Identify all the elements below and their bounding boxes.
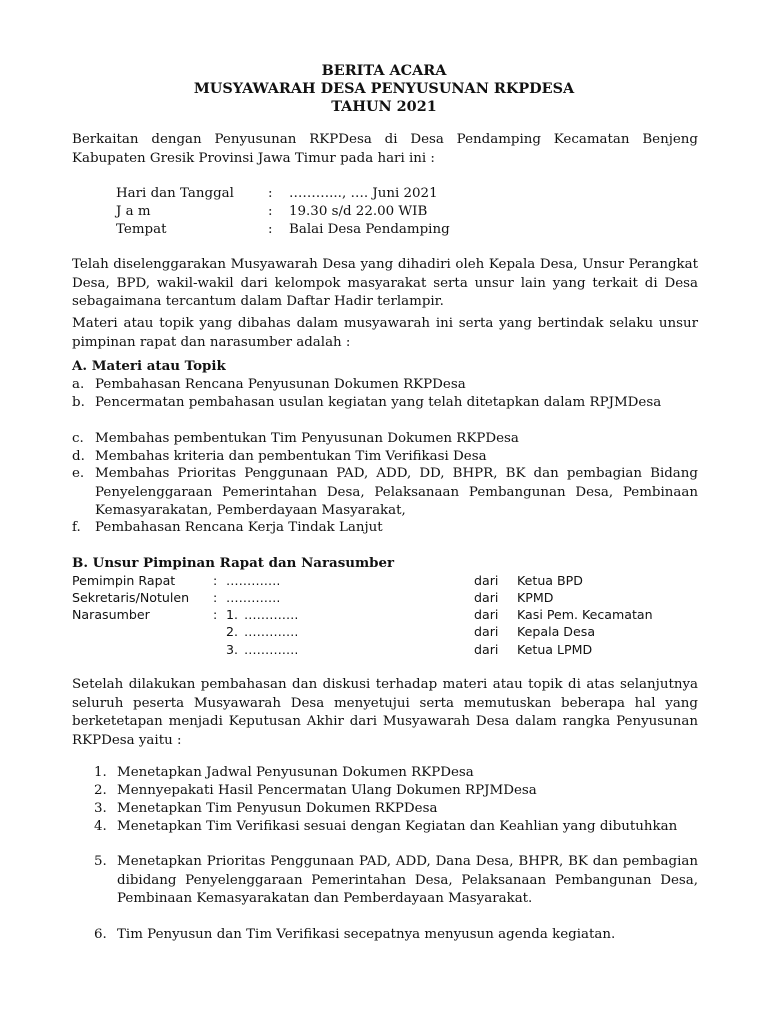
intro-paragraph: Berkaitan dengan Penyusunan RKPDesa di Desa Pendamping Kecamatan Benjeng Kabupaten Gresik Provinsi Jawa Timur pada hari ini : bbox=[72, 132, 698, 166]
schedule-sep: : bbox=[268, 186, 273, 201]
from-label: dari bbox=[474, 590, 499, 605]
doc-title: BERITA ACARA bbox=[321, 62, 447, 79]
row-sep: : bbox=[213, 607, 218, 622]
list-item bbox=[94, 764, 698, 783]
schedule-sep: : bbox=[268, 204, 273, 219]
list-text: Mennyepakati Hasil Pencermatan Ulang Dokumen RPJMDesa bbox=[117, 783, 537, 798]
list-item bbox=[94, 782, 698, 801]
list-marker: 4. bbox=[94, 819, 107, 834]
list-marker: 3. bbox=[94, 801, 107, 816]
list-text: Membahas Prioritas Penggunaan PAD, ADD, DD, BHPR, BK dan pembagian Bidang Penyelenggaraan Pemerintahan Desa, Pelaksanaan Pembangunan Desa, Pembinaan Kemasyarakatan, Pemberdayaan Masyarakat, bbox=[95, 466, 698, 518]
from-label: dari bbox=[474, 642, 499, 657]
list-marker: a. bbox=[72, 377, 85, 392]
from-label: dari bbox=[474, 607, 499, 622]
list-marker: c. bbox=[72, 431, 84, 446]
from-label: dari bbox=[474, 624, 499, 639]
schedule-value: Balai Desa Pendamping bbox=[289, 222, 450, 237]
list-marker: 1. bbox=[94, 765, 107, 780]
list-marker: f. bbox=[72, 520, 81, 535]
row-number: 3. bbox=[226, 642, 239, 657]
name-placeholder: …………. bbox=[244, 607, 299, 622]
list-item bbox=[72, 376, 698, 395]
schedule-label: Tempat bbox=[116, 222, 167, 237]
list-marker: d. bbox=[72, 449, 85, 464]
list-marker: e. bbox=[72, 466, 85, 481]
schedule-label: Hari dan Tanggal bbox=[116, 186, 234, 201]
list-text: Menetapkan Tim Penyusun Dokumen RKPDesa bbox=[117, 801, 438, 816]
list-marker: b. bbox=[72, 395, 85, 410]
attendance-paragraph: Telah diselenggarakan Musyawarah Desa yang dihadiri oleh Kepala Desa, Unsur Perangkat Desa, BPD, wakil-wakil dari kelompok masyarakat serta unsur lain yang terkait di Desa sebagaimana tercantum dalam Daftar Hadir terlampir. bbox=[72, 257, 698, 309]
list-item bbox=[94, 818, 698, 837]
role-label: Pemimpin Rapat bbox=[72, 573, 176, 588]
list-item bbox=[72, 430, 698, 449]
role-value: Kasi Pem. Kecamatan bbox=[517, 607, 653, 622]
row-sep: : bbox=[213, 590, 218, 605]
list-text: Pencermatan pembahasan usulan kegiatan yang telah ditetapkan dalam RPJMDesa bbox=[95, 395, 662, 410]
section-a-heading: A. Materi atau Topik bbox=[72, 358, 226, 374]
doc-year: TAHUN 2021 bbox=[331, 98, 437, 115]
list-item bbox=[94, 800, 698, 819]
topics-intro-paragraph: Materi atau topik yang dibahas dalam musyawarah ini serta yang bertindak selaku unsur pimpinan rapat dan narasumber adalah : bbox=[72, 316, 698, 350]
row-sep: : bbox=[213, 573, 218, 588]
list-text: Membahas pembentukan Tim Penyusunan Dokumen RKPDesa bbox=[95, 431, 519, 446]
name-placeholder: …………. bbox=[244, 624, 299, 639]
list-text: Membahas kriteria dan pembentukan Tim Verifikasi Desa bbox=[95, 449, 487, 464]
from-label: dari bbox=[474, 573, 499, 588]
list-marker: 2. bbox=[94, 783, 107, 798]
list-text: Pembahasan Rencana Penyusunan Dokumen RKPDesa bbox=[95, 377, 466, 392]
list-item bbox=[72, 448, 698, 467]
list-text: Pembahasan Rencana Kerja Tindak Lanjut bbox=[95, 520, 383, 535]
role-value: Ketua LPMD bbox=[517, 642, 593, 657]
schedule-value: ………..., …. Juni 2021 bbox=[289, 186, 438, 201]
name-placeholder: …………. bbox=[244, 642, 299, 657]
row-number: 2. bbox=[226, 624, 239, 639]
decision-intro-paragraph: Setelah dilakukan pembahasan dan diskusi terhadap materi atau topik di atas selanjutnya seluruh peserta Musyawarah Desa menyetujui serta memutuskan beberapa hal yang berketetapan menjadi Keputusan Akhir dari Musyawarah Desa dalam rangka Penyusunan RKPDesa yaitu : bbox=[72, 677, 698, 748]
row-number: 1. bbox=[226, 607, 239, 622]
role-value: KPMD bbox=[517, 590, 554, 605]
schedule-sep: : bbox=[268, 222, 273, 237]
role-label: Narasumber bbox=[72, 607, 150, 622]
schedule-label: J a m bbox=[116, 204, 151, 219]
list-item bbox=[72, 519, 698, 538]
list-item bbox=[94, 853, 698, 909]
list-text: Tim Penyusun dan Tim Verifikasi secepatnya menyusun agenda kegiatan. bbox=[117, 927, 616, 942]
list-text: Menetapkan Tim Verifikasi sesuai dengan Kegiatan dan Keahlian yang dibutuhkan bbox=[117, 819, 678, 834]
list-marker: 5. bbox=[94, 854, 107, 869]
role-label: Sekretaris/Notulen bbox=[72, 590, 190, 605]
list-item bbox=[94, 926, 698, 945]
list-item bbox=[72, 394, 698, 413]
schedule-value: 19.30 s/d 22.00 WIB bbox=[289, 204, 428, 219]
role-value: Ketua BPD bbox=[517, 573, 583, 588]
section-b-heading: B. Unsur Pimpinan Rapat dan Narasumber bbox=[72, 555, 395, 571]
list-text: Menetapkan Prioritas Penggunaan PAD, ADD, Dana Desa, BHPR, BK dan pembagian dibidang Penyelenggaraan Pemerintahan Desa, Pelaksanaan Pembangunan Desa, Pembinaan Kemasyarakatan dan Pemberdayaan Masyarakat. bbox=[117, 854, 698, 906]
role-value: Kepala Desa bbox=[517, 624, 596, 639]
doc-subtitle: MUSYAWARAH DESA PENYUSUNAN RKPDESA bbox=[193, 80, 575, 97]
list-text: Menetapkan Jadwal Penyusunan Dokumen RKPDesa bbox=[117, 765, 474, 780]
name-placeholder: …………. bbox=[226, 573, 281, 588]
name-placeholder: …………. bbox=[226, 590, 281, 605]
list-marker: 6. bbox=[94, 927, 107, 942]
list-item bbox=[72, 465, 698, 521]
